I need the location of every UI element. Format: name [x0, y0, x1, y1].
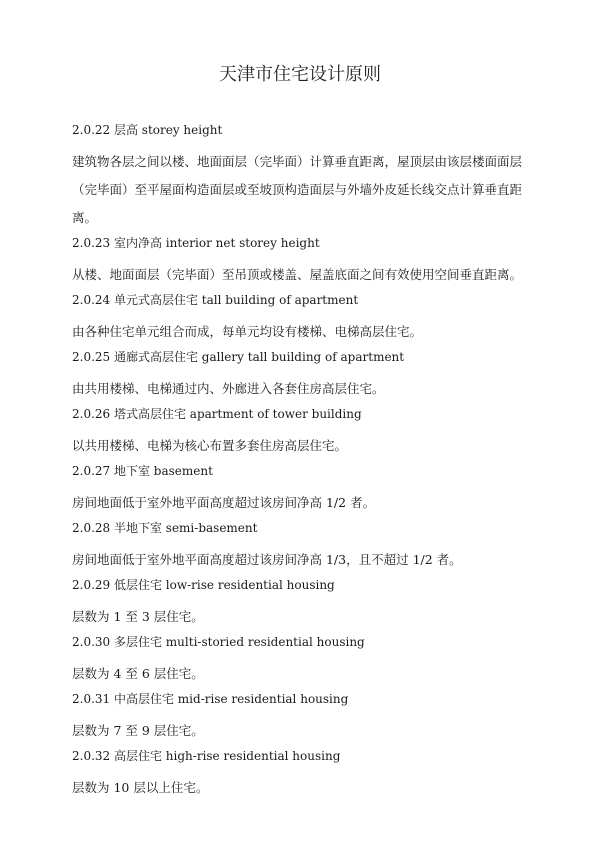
term-heading: 2.0.32 高层住宅 high-rise residential housing: [72, 749, 341, 763]
document-title: 天津市住宅设计原则: [219, 64, 381, 85]
term-definition: 从楼、地面面层（完毕面）至吊顶或楼盖、屋盖底面之间有效使用空间垂直距离。: [72, 267, 523, 282]
term-entry: [72, 633, 542, 690]
term-heading: 2.0.28 半地下室 semi-basement: [72, 521, 258, 535]
term-definition: 建筑物各层之间以楼、地面面层（完毕面）计算垂直距离，屋顶层由该层楼面面层（完毕面）至平屋面构造面层或至坡顶构造面层与外墙外皮延长线交点计算垂直距离。: [72, 154, 523, 225]
term-entry: [72, 576, 542, 633]
term-heading: 2.0.24 单元式高层住宅 tall building of apartment: [72, 293, 359, 307]
term-definition: 房间地面低于室外地平面高度超过该房间净高 1/3，且不超过 1/2 者。: [72, 552, 462, 567]
term-definition: 由共用楼梯、电梯通过内、外廊进入各套住房高层住宅。: [72, 381, 385, 396]
term-definition: 层数为 4 至 6 层住宅。: [72, 666, 204, 681]
term-definition: 由各种住宅单元组合而成，每单元均设有楼梯、电梯高层住宅。: [72, 324, 423, 339]
term-entry: [72, 348, 542, 405]
term-definition: 层数为 1 至 3 层住宅。: [72, 609, 204, 624]
term-entry: [72, 234, 542, 291]
term-heading: 2.0.23 室内净高 interior net storey height: [72, 236, 320, 250]
term-definition: 以共用楼梯、电梯为核心布置多套住房高层住宅。: [72, 438, 348, 453]
term-heading: 2.0.25 通廊式高层住宅 gallery tall building of apartment: [72, 350, 405, 364]
term-heading: 2.0.22 层高 storey height: [72, 123, 223, 137]
term-entry: [72, 747, 542, 804]
term-definition: 房间地面低于室外地平面高度超过该房间净高 1/2 者。: [72, 495, 376, 510]
term-entry: [72, 291, 542, 348]
term-entry: [72, 121, 542, 234]
term-definition: 层数为 10 层以上住宅。: [72, 780, 209, 795]
term-heading: 2.0.26 塔式高层住宅 apartment of tower building: [72, 407, 362, 421]
term-entry: [72, 462, 542, 519]
term-entry: [72, 690, 542, 747]
term-heading: 2.0.27 地下室 basement: [72, 464, 213, 478]
document-content: [72, 121, 542, 804]
term-entry: [72, 519, 542, 576]
term-heading: 2.0.29 低层住宅 low-rise residential housing: [72, 578, 335, 592]
term-heading: 2.0.31 中高层住宅 mid-rise residential housing: [72, 692, 349, 706]
term-definition: 层数为 7 至 9 层住宅。: [72, 723, 204, 738]
term-heading: 2.0.30 多层住宅 multi-storied residential housing: [72, 635, 365, 649]
term-entry: [72, 405, 542, 462]
